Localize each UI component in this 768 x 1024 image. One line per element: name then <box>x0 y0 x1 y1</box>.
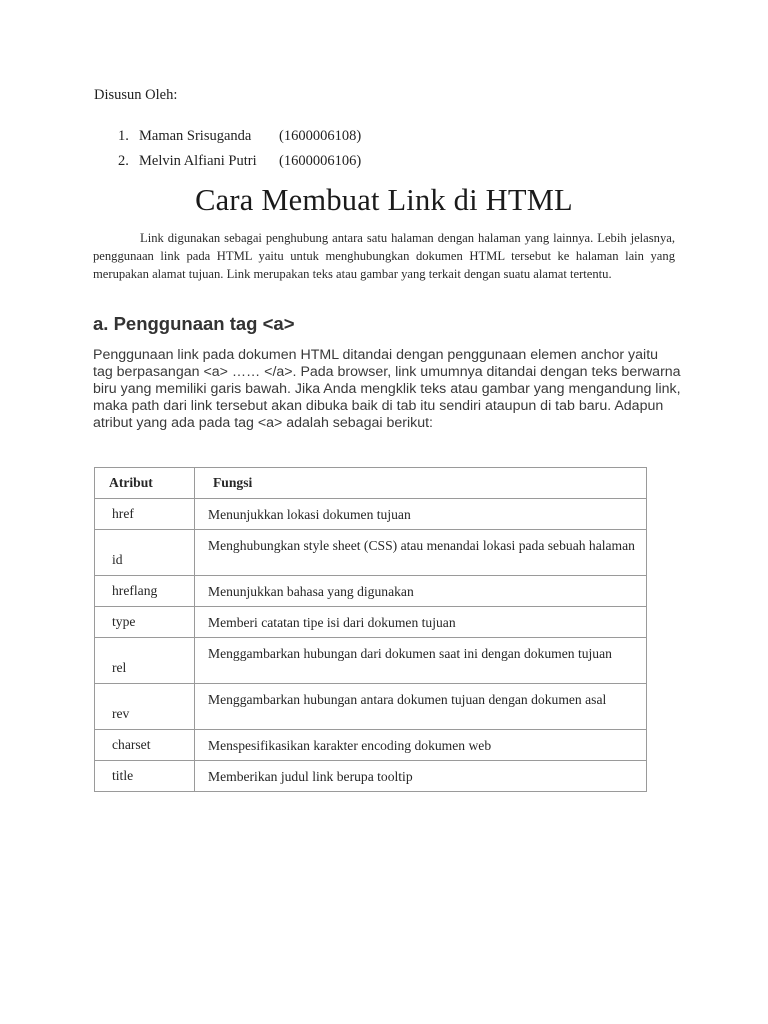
table-row <box>95 730 647 761</box>
header-attribute: Atribut <box>95 468 195 499</box>
function-cell: Menggambarkan hubungan antara dokumen tujuan dengan dokumen asal <box>195 684 647 730</box>
attribute-cell: title <box>95 761 195 792</box>
attribute-cell: charset <box>95 730 195 761</box>
function-cell: Memberi catatan tipe isi dari dokumen tujuan <box>195 607 647 638</box>
author-name: Maman Srisuganda <box>139 128 252 144</box>
page-title: Cara Membuat Link di HTML <box>195 183 573 217</box>
attribute-cell: href <box>95 499 195 530</box>
intro-paragraph: Link digunakan sebagai penghubung antara satu halaman dengan halaman yang lainnya. Lebih jelasnya, penggunaan link pada HTML yaitu untuk menghubungkan dokumen HTML tersebut ke halaman lain yang merupakan alamat tujuan. Link merupakan teks atau gambar yang terkait dengan suatu alamat tertentu. <box>93 231 675 281</box>
function-cell: Memberikan judul link berupa tooltip <box>195 761 647 792</box>
table-header-row <box>95 468 647 499</box>
table-row <box>95 638 647 684</box>
attribute-cell: id <box>95 530 195 576</box>
header-function: Fungsi <box>195 468 647 499</box>
author-list <box>118 124 361 174</box>
author-item <box>118 149 361 174</box>
function-cell: Menspesifikasikan karakter encoding dokumen web <box>195 730 647 761</box>
table-row <box>95 499 647 530</box>
authored-by-label: Disusun Oleh: <box>94 87 178 103</box>
attribute-cell: hreflang <box>95 576 195 607</box>
table-row <box>95 607 647 638</box>
function-cell: Menggambarkan hubungan dari dokumen saat ini dengan dokumen tujuan <box>195 638 647 684</box>
section-heading: a. Penggunaan tag <a> <box>93 313 295 334</box>
author-number: 1. <box>118 128 129 144</box>
table-row <box>95 684 647 730</box>
function-cell: Menunjukkan lokasi dokumen tujuan <box>195 499 647 530</box>
table-row <box>95 576 647 607</box>
attribute-cell: rel <box>95 638 195 684</box>
table-row <box>95 530 647 576</box>
table-row <box>95 761 647 792</box>
attribute-cell: rev <box>95 684 195 730</box>
function-cell: Menunjukkan bahasa yang digunakan <box>195 576 647 607</box>
author-name: Melvin Alfiani Putri <box>139 153 257 169</box>
function-cell: Menghubungkan style sheet (CSS) atau menandai lokasi pada sebuah halaman <box>195 530 647 576</box>
attribute-table <box>94 467 647 792</box>
section-paragraph: Penggunaan link pada dokumen HTML ditandai dengan penggunaan elemen anchor yaitu tag berpasangan <a> …… </a>. Pada browser, link umumnya ditandai dengan teks berwarna biru yang memiliki garis bawah. Jika Anda mengklik teks atau gambar yang mengandung link, maka path dari link tersebut akan dibuka baik di tab itu sendiri ataupun di tab baru. Adapun atribut yang ada pada tag <a> adalah sebagai berikut: <box>93 347 681 431</box>
author-number: 2. <box>118 153 129 169</box>
attribute-cell: type <box>95 607 195 638</box>
author-item <box>118 124 361 149</box>
author-id: (1600006108) <box>279 128 362 144</box>
author-id: (1600006106) <box>279 153 362 169</box>
